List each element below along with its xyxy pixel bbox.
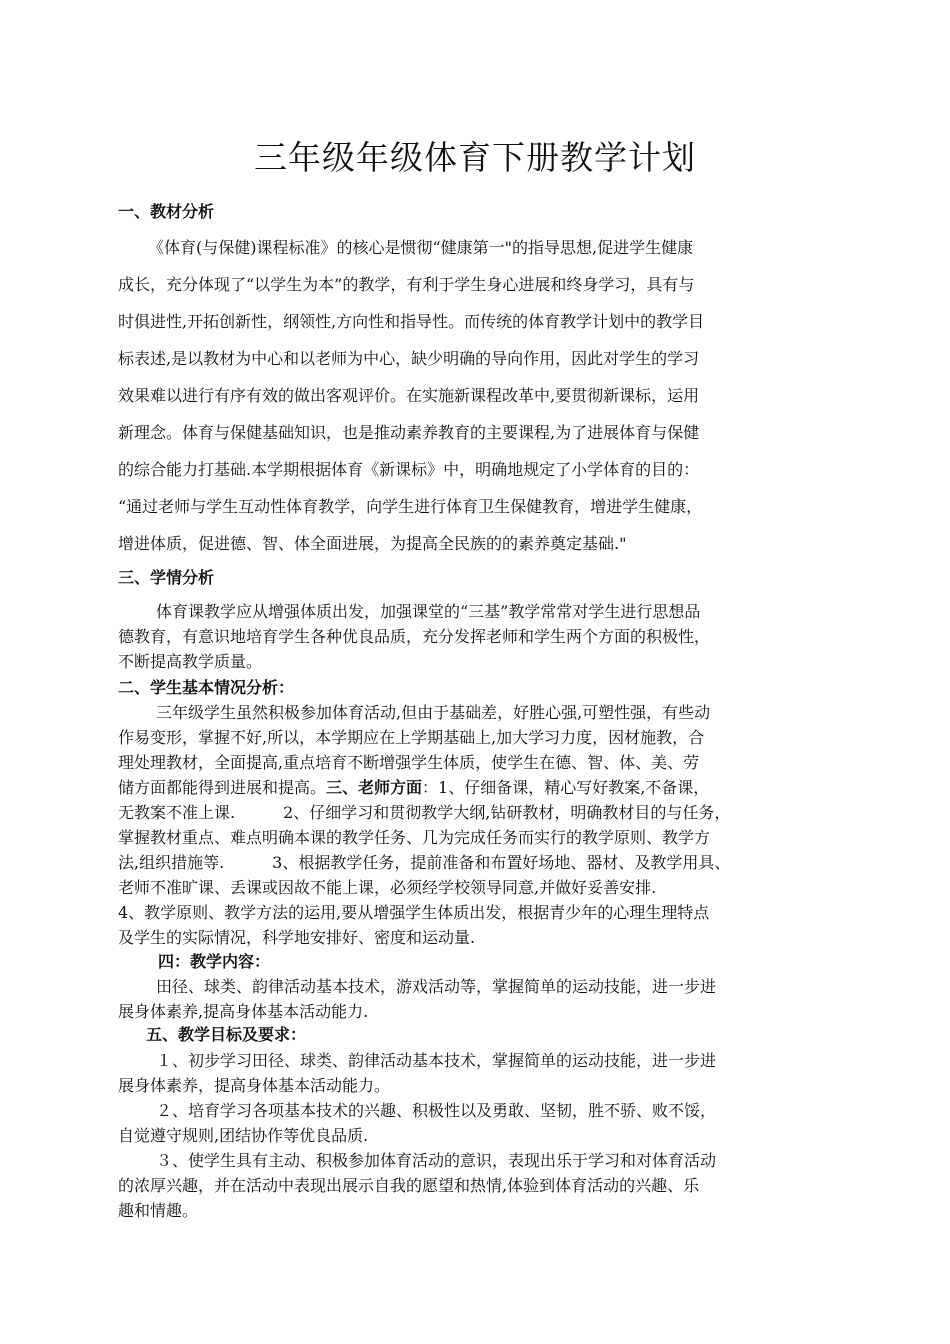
paragraph-line: 《体育(与保健)课程标准》的核心是惯彻“健康第一"的指导思想,促进学生健康 xyxy=(148,238,694,257)
paragraph-teaching-goals xyxy=(118,1048,830,1223)
paragraph-line: 德教育，有意识地培育学生各种优良品质，充分发挥老师和学生两个方面的积极性， xyxy=(118,627,711,646)
section-heading-teaching-content: 四：教学内容： xyxy=(158,952,271,971)
page-title: 三年级年级体育下册教学计划 xyxy=(254,138,696,177)
paragraph-line: ３、使学生具有主动、积极参加体育活动的意识，表现出乐于学习和对体育活动 xyxy=(156,1151,717,1170)
paragraph-line: 掌握教材重点、难点明确本课的教学任务、几为完成任务而实行的教学原则、教学方 xyxy=(118,828,711,847)
line-text: 储方面都能得到进展和提高。 xyxy=(118,778,327,797)
paragraph-line: 理处理教材，全面提高,重点培育不断增强学生体质，使学生在德、智、体、美、劳 xyxy=(118,753,700,772)
paragraph-line: ２、培育学习各项基本技术的兴趣、积极性以及勇敢、坚韧，胜不骄、败不馁， xyxy=(156,1101,717,1120)
section-heading-student-situation: 二、学生基本情况分析： xyxy=(118,678,295,697)
paragraph-student-analysis xyxy=(118,599,830,674)
paragraph-material-analysis xyxy=(118,229,830,562)
paragraph-line: 成长，充分体现了“以学生为本”的教学，有利于学生身心进展和终身学习，具有与 xyxy=(118,275,695,294)
paragraph-line: 效果难以进行有序有效的做出客观评价。在实施新课程改革中,要贯彻新课标，运用 xyxy=(118,386,700,405)
paragraph-line: 标表述,是以教材为中心和以老师为中心，缺少明确的导向作用，因此对学生的学习 xyxy=(118,349,700,368)
paragraph-line: 作易变形，掌握不好,所以，本学期应在上学期基础上,加大学习力度，因材施教，合 xyxy=(118,728,705,747)
paragraph-line xyxy=(118,775,830,800)
section-heading-material-analysis: 一、教材分析 xyxy=(118,202,215,221)
paragraph-teaching-content xyxy=(118,974,830,1024)
paragraph-line: 三年级学生虽然积极参加体育活动,但由于基础差，好胜心强,可塑性强，有些动 xyxy=(156,703,711,722)
section-heading-student-analysis: 三、学情分析 xyxy=(118,568,215,587)
paragraph-line: 的浓厚兴趣，并在活动中表现出展示自我的愿望和热情,体验到体育活动的兴趣、乐 xyxy=(118,1176,700,1195)
paragraph-line: 4、教学原则、教学方法的运用,要从增强学生体质出发，根据青少年的心理生理特点 xyxy=(118,903,710,922)
paragraph-line: 法,组织措施等. 3、根据教学任务，提前准备和布置好场地、器材、及教学用具、 xyxy=(118,853,731,872)
paragraph-line: 及学生的实际情况，科学地安排好、密度和运动量. xyxy=(118,928,476,947)
paragraph-line: 时俱进性,开拓创新性，纲领性,方向性和指导性。而传统的体育教学计划中的教学目 xyxy=(118,312,705,331)
inline-heading-teacher: 三、老师方面 xyxy=(326,778,423,797)
paragraph-line: 的综合能力打基础.本学期根据体育《新课标》中，明确地规定了小学体育的目的： xyxy=(118,460,700,479)
paragraph-student-situation xyxy=(118,700,830,950)
paragraph-line: 趣和情趣。 xyxy=(118,1201,199,1220)
paragraph-line: “通过老师与学生互动性体育教学，向学生进行体育卫生保健教育，增进学生健康， xyxy=(118,497,703,516)
paragraph-line: 田径、球类、韵律活动基本技术，游戏活动等，掌握简单的运动技能，进一步进 xyxy=(156,977,717,996)
paragraph-line: 不断提高教学质量。 xyxy=(118,652,263,671)
paragraph-line: 体育课教学应从增强体质出发，加强课堂的“三基”教学常常对学生进行思想品 xyxy=(156,602,701,621)
paragraph-line: 展身体素养,提高身体基本活动能力. xyxy=(118,1002,369,1021)
paragraph-line: 展身体素养，提高身体基本活动能力。 xyxy=(118,1076,391,1095)
paragraph-line: 新理念。体育与保健基础知识，也是推动素养教育的主要课程,为了进展体育与保健 xyxy=(118,423,700,442)
paragraph-line: 增进体质，促进德、智、体全面进展，为提高全民族的的素养奠定基础." xyxy=(118,534,627,553)
paragraph-line: 无教案不准上课. 2、仔细学习和贯彻教学大纲,钻研教材，明确教材目的与任务， xyxy=(118,803,731,822)
paragraph-line: １、初步学习田径、球类、韵律活动基本技术，掌握简单的运动技能，进一步进 xyxy=(156,1051,717,1070)
section-heading-teaching-goals: 五、教学目标及要求： xyxy=(146,1025,307,1044)
paragraph-line: 自觉遵守规则,团结协作等优良品质. xyxy=(118,1126,369,1145)
line-text: ：1、仔细备课，精心写好教案,不备课， xyxy=(422,778,710,797)
paragraph-line: 老师不准旷课、丢课或因故不能上课，必须经学校领导同意,并做好妥善安排. xyxy=(118,878,657,897)
